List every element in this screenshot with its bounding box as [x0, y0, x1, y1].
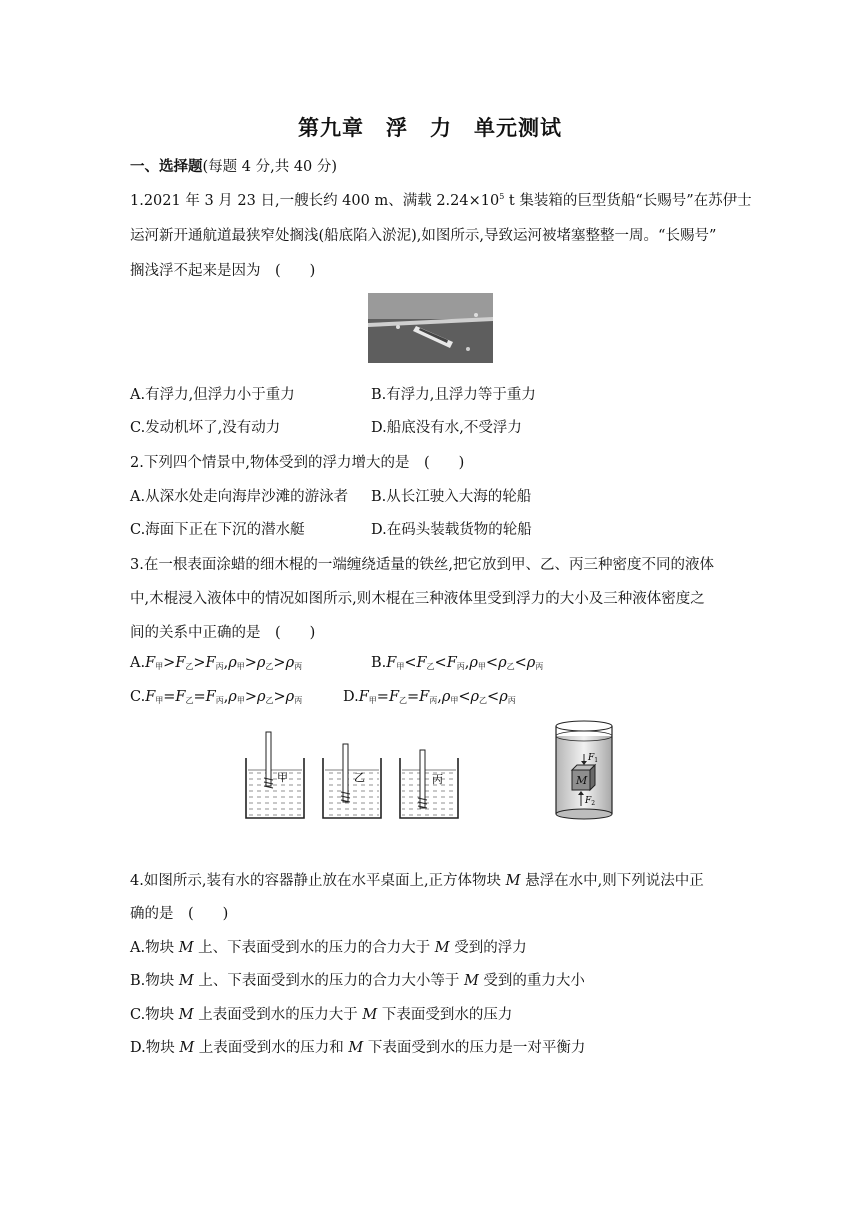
- q1-exponent: 5: [499, 192, 505, 202]
- beaker-label-yi: 乙: [354, 771, 365, 784]
- q3-option-d[interactable]: $D.F_甲=F_乙=F_丙,\rho_甲<\rho_乙<\rho_丙$: [343, 689, 516, 705]
- q2-option-a[interactable]: A.从深水处走向海岸沙滩的游泳者: [130, 489, 349, 505]
- q2-option-c[interactable]: C.海面下正在下沉的潜水艇: [130, 522, 305, 538]
- q2-option-d[interactable]: D.在码头装载货物的轮船: [371, 522, 532, 538]
- page-title: 第九章 浮 力 单元测试: [298, 116, 562, 140]
- beaker-jia: [246, 732, 304, 818]
- q1-line1: [130, 189, 752, 210]
- q3-beakers-figure: [240, 728, 462, 823]
- cube-label: M: [576, 774, 588, 787]
- q4-option-b[interactable]: B.物块 M 上、下表面受到水的压力的合力大小等于 M 受到的重力大小: [130, 973, 585, 989]
- beaker-bing: [400, 750, 458, 818]
- q1-text-a: 1.2021 年 3 月 23 日,一艘长约 400 m、满载 2.24×10: [130, 193, 500, 209]
- q1-line3: 搁浅浮不起来是因为 ( ): [130, 263, 316, 279]
- q1-text-b: t 集装箱的巨型货船“长赐号”在苏伊士: [504, 193, 752, 209]
- q4-line1: 4.如图所示,装有水的容器静止放在水平桌面上,正方体物块 M 悬浮在水中,则下列说法中正: [130, 873, 704, 889]
- force-f1-label: $F_1$: [588, 753, 599, 764]
- beaker-label-jia: 甲: [277, 771, 288, 784]
- q3-line2: 中,木棍浸入液体中的情况如图所示,则木棍在三种液体里受到浮力的大小及三种液体密度之: [130, 591, 705, 607]
- q3-option-a[interactable]: $A.F_甲>F_乙>F_丙,\rho_甲>\rho_乙>\rho_丙$: [130, 655, 303, 671]
- q3-option-b[interactable]: $B.F_甲<F_乙<F_丙,\rho_甲<\rho_乙<\rho_丙$: [371, 655, 544, 671]
- q2-option-b[interactable]: B.从长江驶入大海的轮船: [371, 489, 532, 505]
- section-label: 一、选择题: [130, 159, 203, 175]
- q2-line1: 2.下列四个情景中,物体受到的浮力增大的是 ( ): [130, 455, 465, 471]
- section-note: (每题 4 分,共 40 分): [202, 159, 338, 175]
- q1-option-b[interactable]: B.有浮力,且浮力等于重力: [371, 387, 536, 403]
- q4-line2: 确的是 ( ): [130, 906, 229, 922]
- force-f2-label: $F_2$: [585, 796, 596, 807]
- section-heading: [130, 155, 337, 176]
- q4-cylinder-figure: [550, 718, 618, 820]
- q4-option-d[interactable]: D.物块 M 上表面受到水的压力和 M 下表面受到水的压力是一对平衡力: [130, 1040, 586, 1056]
- q3-line1: 3.在一根表面涂蜡的细木棍的一端缠绕适量的铁丝,把它放到甲、乙、丙三种密度不同的液体: [130, 557, 714, 573]
- q4-option-a[interactable]: A.物块 M 上、下表面受到水的压力的合力大于 M 受到的浮力: [130, 940, 527, 956]
- q1-line2: 运河新开通航道最狭窄处搁浅(船底陷入淤泥),如图所示,导致运河被堵塞整整一周。“长赐号”: [130, 228, 717, 244]
- q4-option-c[interactable]: C.物块 M 上表面受到水的压力大于 M 下表面受到水的压力: [130, 1007, 513, 1023]
- ever-given-photo: [368, 293, 493, 363]
- q1-option-c[interactable]: C.发动机坏了,没有动力: [130, 420, 281, 436]
- q1-option-d[interactable]: D.船底没有水,不受浮力: [371, 420, 522, 436]
- beaker-label-bing: 丙: [432, 773, 443, 786]
- q1-option-a[interactable]: A.有浮力,但浮力小于重力: [130, 387, 295, 403]
- beaker-yi: [323, 744, 381, 818]
- q3-option-c[interactable]: $C.F_甲=F_乙=F_丙,\rho_甲>\rho_乙>\rho_丙$: [130, 689, 303, 705]
- q3-line3: 间的关系中正确的是 ( ): [130, 625, 316, 641]
